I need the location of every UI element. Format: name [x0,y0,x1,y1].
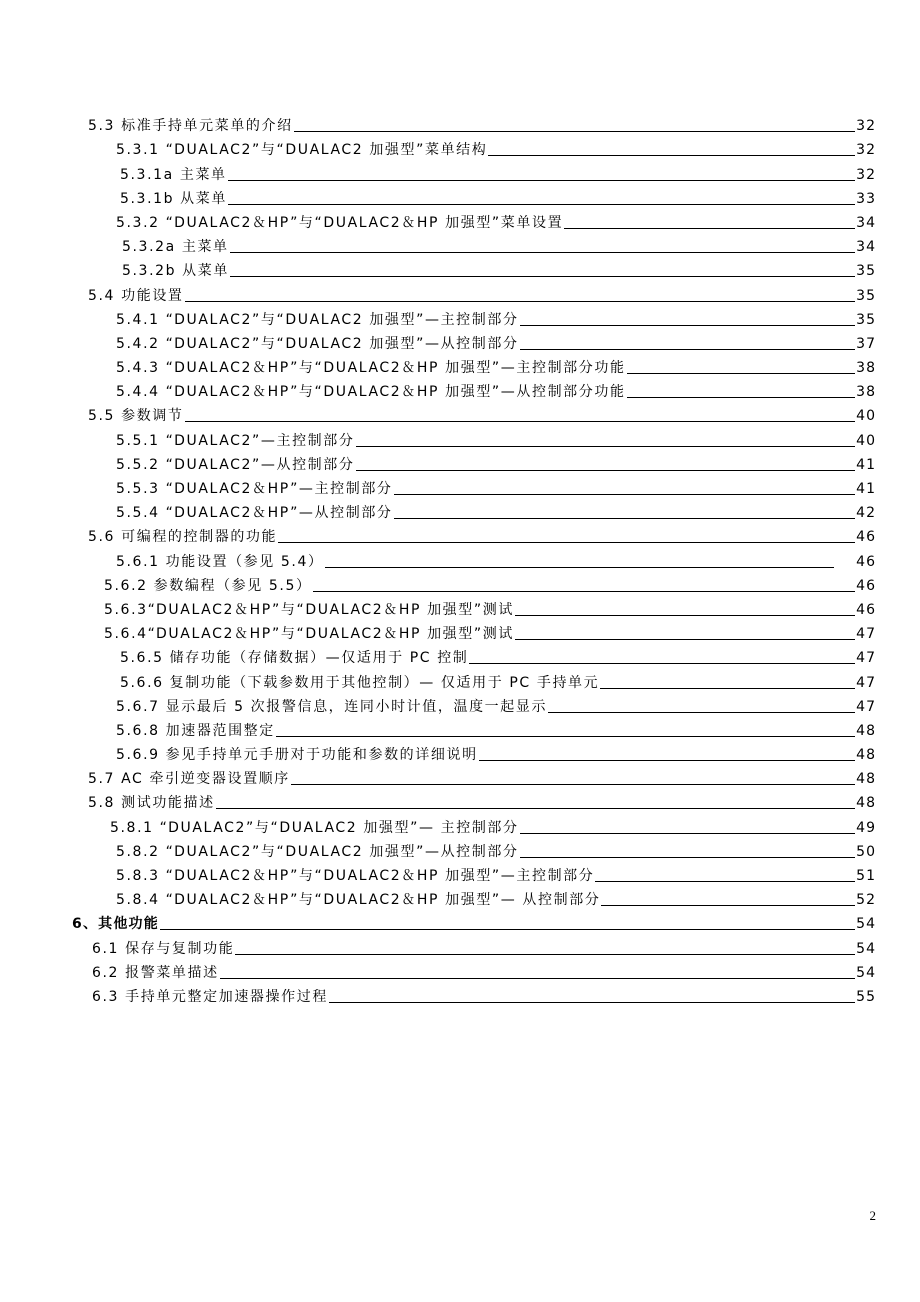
toc-entry[interactable] [0,476,920,500]
toc-entry[interactable] [0,452,920,476]
toc-entry[interactable] [0,814,920,838]
toc-entry-page-number: 55 [856,988,876,1005]
toc-leader-line [488,154,855,156]
toc-leader-line [595,880,855,882]
toc-entry[interactable] [0,548,920,572]
toc-leader-line [356,469,856,471]
toc-entry-page-number: 48 [856,771,876,788]
toc-entry[interactable] [0,161,920,185]
toc-leader-line [216,807,855,809]
toc-leader-line [394,517,856,519]
toc-entry-title: 5.4.1 “DUALAC2”与“DUALAC2 加强型”—主控制部分 [116,311,519,328]
toc-entry-page-number: 38 [856,384,876,401]
toc-entry[interactable] [0,790,920,814]
toc-entry-title: 5.8.3 “DUALAC2＆HP”与“DUALAC2＆HP 加强型”—主控制部分 [116,868,595,884]
toc-entry-page-number: 52 [856,892,876,909]
toc-entry-page-number: 37 [856,335,876,352]
toc-leader-line [356,445,856,447]
toc-entry-page-number: 34 [856,239,876,256]
toc-entry-title: 5.3.1a 主菜单 [120,166,227,183]
toc-leader-line [325,566,835,568]
toc-entry-title: 5.6.2 参数编程（参见 5.5） [104,577,312,594]
toc-entry[interactable] [0,669,920,693]
toc-leader-line [278,541,855,543]
toc-entry-page-number: 32 [856,166,876,183]
toc-entry-page-number: 35 [856,287,876,304]
toc-leader-line [520,324,856,326]
toc-entry-title: 5.6 可编程的控制器的功能 [88,529,278,546]
toc-entry-title: 5.3.1 “DUALAC2”与“DUALAC2 加强型”菜单结构 [116,142,488,159]
toc-entry-title: 5.8.2 “DUALAC2”与“DUALAC2 加强型”—从控制部分 [116,843,519,860]
toc-entry[interactable] [0,887,920,911]
toc-entry-title: 5.5.1 “DUALAC2”—主控制部分 [116,432,355,449]
toc-entry[interactable] [0,911,920,935]
toc-leader-line [313,590,856,592]
toc-leader-line [515,638,855,640]
toc-leader-line [228,203,855,205]
toc-entry-page-number: 54 [856,940,876,957]
toc-entry-page-number: 54 [856,964,876,981]
toc-leader-line [185,300,856,302]
toc-entry-page-number: 41 [856,481,876,497]
toc-entry[interactable] [0,645,920,669]
toc-entry-title: 5.3.2a 主菜单 [122,239,229,256]
toc-entry[interactable] [0,694,920,718]
toc-leader-line [520,348,856,350]
toc-leader-line [291,783,855,785]
toc-entry[interactable] [0,355,920,379]
toc-entry[interactable] [0,524,920,548]
toc-entry-title: 5.5.3 “DUALAC2＆HP”—主控制部分 [116,481,393,497]
toc-entry[interactable] [0,597,920,621]
toc-leader-line [294,130,855,132]
toc-leader-line [479,759,856,761]
toc-entry[interactable] [0,331,920,355]
toc-entry-title: 5.8 测试功能描述 [88,795,215,812]
toc-entry[interactable] [0,137,920,161]
toc-leader-line [548,711,855,713]
toc-entry-page-number: 51 [856,868,876,884]
toc-entry-title: 5.6.9 参见手持单元手册对于功能和参数的详细说明 [116,747,478,764]
toc-entry-title: 5.5.2 “DUALAC2”—从控制部分 [116,456,355,473]
toc-entry-title: 5.6.8 加速器范围整定 [116,722,275,739]
toc-entry-page-number: 32 [856,118,876,135]
toc-entry[interactable] [0,186,920,210]
toc-entry-page-number: 40 [856,432,876,449]
toc-entry-title: 5.5.4 “DUALAC2＆HP”—从控制部分 [116,505,393,522]
toc-entry-title: 5.4.3 “DUALAC2＆HP”与“DUALAC2＆HP 加强型”—主控制部分功能 [116,360,626,377]
toc-entry[interactable] [0,621,920,645]
toc-entry[interactable] [0,282,920,306]
toc-leader-line [160,928,855,930]
toc-entry-title: 5.8.4 “DUALAC2＆HP”与“DUALAC2＆HP 加强型”— 从控制部分 [116,892,601,909]
toc-entry-title: 5.8.1 “DUALAC2”与“DUALAC2 加强型”— 主控制部分 [110,819,519,836]
toc-entry[interactable] [0,379,920,403]
toc-entry[interactable] [0,960,920,984]
toc-entry-title: 6、其他功能 [72,916,159,933]
toc-entry[interactable] [0,935,920,959]
toc-entry-page-number: 47 [856,626,876,643]
toc-entry-page-number: 49 [856,819,876,836]
toc-entry-title: 5.6.6 复制功能（下载参数用于其他控制）— 仅适用于 PC 手持单元 [120,674,600,691]
toc-entry-title: 5.6.4“DUALAC2＆HP”与“DUALAC2＆HP 加强型”测试 [104,626,514,643]
toc-leader-line [276,735,855,737]
toc-entry-title: 5.3.2 “DUALAC2＆HP”与“DUALAC2＆HP 加强型”菜单设置 [116,214,564,231]
toc-entry-page-number: 46 [856,529,876,546]
toc-leader-line [228,179,856,181]
toc-entry-title: 5.4 功能设置 [88,287,184,304]
toc-entry-page-number: 47 [856,650,876,667]
toc-leader-line [600,687,855,689]
toc-leader-line [627,396,856,398]
toc-entry-page-number: 35 [856,311,876,328]
toc-leader-line [235,953,855,955]
toc-entry-page-number: 42 [856,505,876,522]
toc-entry-page-number: 41 [856,456,876,473]
toc-entry-title: 6.1 保存与复制功能 [92,940,235,957]
toc-entry-page-number: 50 [856,843,876,860]
toc-leader-line [564,227,855,229]
toc-entry[interactable] [0,113,920,137]
toc-entry-title: 5.4.2 “DUALAC2”与“DUALAC2 加强型”—从控制部分 [116,335,519,352]
toc-entry-page-number: 46 [856,601,876,618]
toc-entry-title: 5.3.2b 从菜单 [122,263,229,280]
toc-entry[interactable] [0,427,920,451]
toc-entry-title: 5.4.4 “DUALAC2＆HP”与“DUALAC2＆HP 加强型”—从控制部分功能 [116,384,626,401]
toc-entry-page-number: 46 [856,553,876,570]
toc-entry[interactable] [0,307,920,331]
toc-entry[interactable] [0,500,920,524]
toc-entry[interactable] [0,234,920,258]
toc-entry-page-number: 46 [856,577,876,594]
toc-entry[interactable] [0,573,920,597]
toc-leader-line [520,832,856,834]
toc-entry-title: 6.2 报警菜单描述 [92,964,219,981]
toc-entry[interactable] [0,742,920,766]
toc-entry-page-number: 33 [856,190,876,207]
toc-entry-title: 6.3 手持单元整定加速器操作过程 [92,988,328,1005]
toc-entry-page-number: 40 [856,408,876,425]
toc-leader-line [601,904,855,906]
toc-entry-page-number: 47 [856,698,876,715]
toc-entry[interactable] [0,718,920,742]
toc-entry[interactable] [0,210,920,234]
toc-leader-line [329,1001,855,1003]
toc-entry[interactable] [0,258,920,282]
toc-leader-line [627,372,856,374]
toc-entry[interactable] [0,863,920,887]
toc-leader-line [230,251,856,253]
toc-entry[interactable] [0,766,920,790]
toc-entry-page-number: 38 [856,360,876,377]
toc-entry-title: 5.3 标准手持单元菜单的介绍 [88,118,293,135]
toc-entry[interactable] [0,403,920,427]
toc-entry-title: 5.5 参数调节 [88,408,184,425]
toc-entry-title: 5.6.5 储存功能（存储数据）—仅适用于 PC 控制 [120,650,469,667]
toc-entry-page-number: 48 [856,795,876,812]
toc-entry-page-number: 34 [856,214,876,231]
toc-entry-page-number: 35 [856,263,876,280]
toc-entry-page-number: 54 [856,916,876,933]
toc-entry-page-number: 48 [856,722,876,739]
toc-entry-title: 5.3.1b 从菜单 [120,190,227,207]
toc-leader-line [185,420,856,422]
toc-entry[interactable] [0,984,920,1008]
table-of-contents [0,113,920,1008]
toc-entry-page-number: 47 [856,674,876,691]
toc-entry-title: 5.7 AC 牵引逆变器设置顺序 [88,771,290,788]
toc-entry-page-number: 32 [856,142,876,159]
toc-leader-line [520,856,856,858]
toc-entry-title: 5.6.1 功能设置（参见 5.4） [116,553,324,570]
toc-entry-title: 5.6.3“DUALAC2＆HP”与“DUALAC2＆HP 加强型”测试 [104,601,514,618]
toc-leader-line [515,614,855,616]
toc-leader-line [220,977,855,979]
page-number: 2 [869,1208,876,1223]
toc-leader-line [230,275,855,277]
toc-entry-page-number: 48 [856,747,876,764]
toc-leader-line [469,662,855,664]
toc-entry[interactable] [0,839,920,863]
toc-entry-title: 5.6.7 显示最后 5 次报警信息，连同小时计值，温度一起显示 [116,698,548,715]
toc-leader-line [394,493,856,495]
